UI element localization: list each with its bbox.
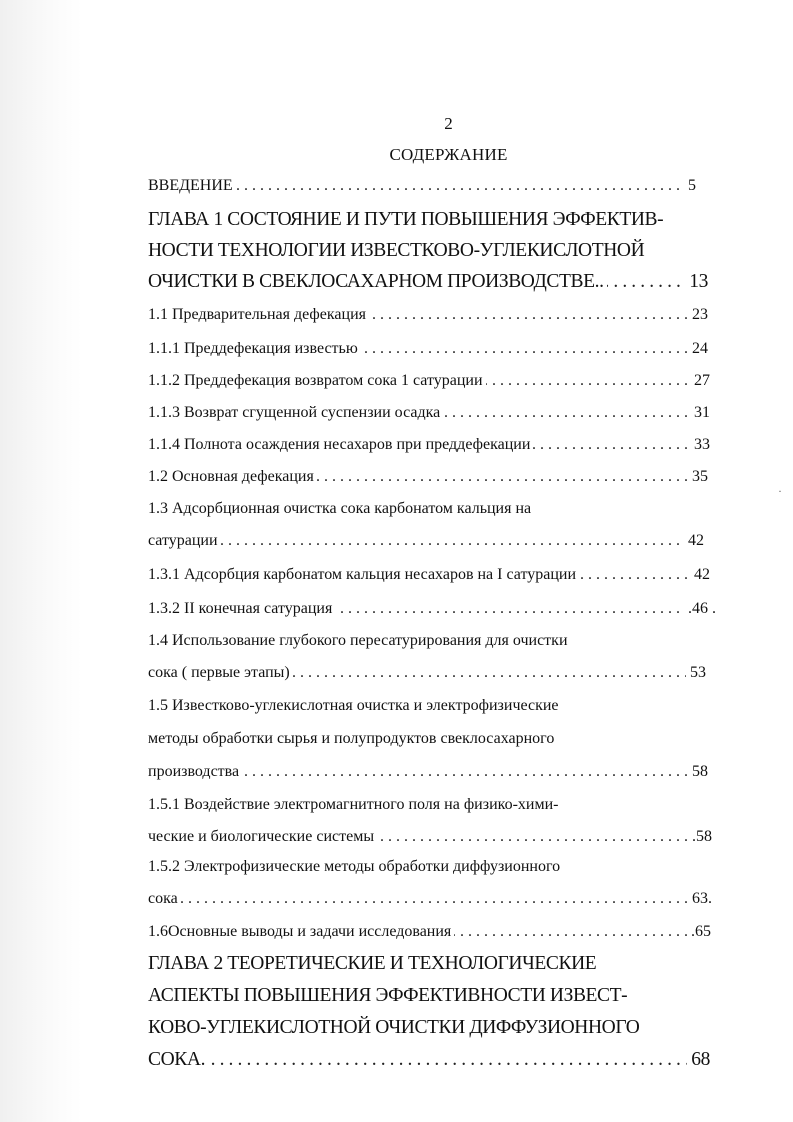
toc-entry-text: 1.6Основные выводы и задачи исследования	[148, 923, 454, 940]
toc-entry-text: 1.1.1 Преддефекация известью	[148, 340, 361, 357]
toc-entry-page: 24	[688, 337, 708, 361]
toc-entry-text: сока ( первые этапы)	[148, 664, 293, 681]
toc-entry	[148, 760, 708, 784]
toc-entry-page: 53	[686, 661, 706, 685]
toc-entry-text: 1.1 Предварительная дефекация	[148, 306, 369, 323]
toc-chapter-heading: КОВО-УГЛЕКИСЛОТНОЙ ОЧИСТКИ ДИФФУЗИОННОГО	[148, 1017, 640, 1038]
toc-entry-chapter-1	[148, 268, 708, 296]
toc-entry-text: 1.1.4 Полнота осаждения несахаров при преддефекации	[148, 436, 533, 453]
scan-shadow	[0, 0, 82, 1122]
toc-entry-text: 1.2 Основная дефекация	[148, 468, 317, 485]
toc-entry-text: СОКА.	[148, 1049, 208, 1070]
toc-entry-text: ОЧИСТКИ В СВЕКЛОСАХАРНОМ ПРОИЗВОДСТВЕ..	[148, 271, 607, 292]
toc-entry	[148, 465, 708, 489]
margin-dot: ·	[778, 484, 782, 498]
toc-entry-page: 31	[690, 401, 710, 425]
toc-chapter-heading: ГЛАВА 2 ТЕОРЕТИЧЕСКИЕ И ТЕХНОЛОГИЧЕСКИЕ	[148, 953, 597, 974]
toc-entry-continued: 1.5 Известково-углекислотная очистка и электрофизические	[148, 697, 559, 714]
toc-entry-text: 1.3.2 II конечная сатурация	[148, 600, 335, 617]
toc-entry-page: 13	[685, 268, 708, 296]
toc-entry-page: 33	[690, 433, 710, 457]
toc-entry-chapter-2	[148, 1046, 710, 1074]
toc-entry	[148, 369, 710, 393]
toc-chapter-heading: АСПЕКТЫ ПОВЫШЕНИЯ ЭФФЕКТИВНОСТИ ИЗВЕСТ-	[148, 985, 628, 1006]
toc-entry	[148, 597, 716, 621]
toc-entry	[148, 887, 712, 911]
toc-entry	[148, 337, 708, 361]
toc-entry-continued: методы обработки сырья и полупродуктов свеклосахарного	[148, 730, 555, 747]
toc-entry-page: 23	[688, 303, 708, 327]
toc-entry	[148, 401, 710, 425]
toc-entry	[148, 303, 708, 327]
toc-entry-page: 27	[690, 369, 710, 393]
toc-chapter-heading: НОСТИ ТЕХНОЛОГИИ ИЗВЕСТКОВО-УГЛЕКИСЛОТНОЙ	[148, 240, 645, 261]
toc-entry-continued: 1.3 Адсорбционная очистка сока карбонатом кальция на	[148, 500, 532, 517]
leader-dots	[148, 1046, 710, 1074]
toc-entry-text: производства	[148, 763, 242, 780]
toc-entry-page: .65	[687, 920, 711, 944]
toc-chapter-heading: ГЛАВА 1 СОСТОЯНИЕ И ПУТИ ПОВЫШЕНИЯ ЭФФЕКТИВ-	[148, 209, 664, 230]
leader-dots	[148, 529, 704, 553]
toc-entry-page: 63.	[688, 887, 712, 911]
toc-entry	[148, 529, 704, 553]
toc-entry-continued: 1.4 Использование глубокого пересатурирования для очистки	[148, 632, 568, 649]
toc-entry-text: 1.3.1 Адсорбция карбонатом кальция несахаров на I сатурации	[148, 566, 579, 583]
toc-entry	[148, 433, 710, 457]
toc-entry-text: сатурации	[148, 532, 221, 549]
toc-entry-text: ческие и биологические системы	[148, 828, 377, 845]
toc-entry	[148, 825, 712, 849]
page-number: 2	[444, 114, 453, 133]
toc-entry-text: 1.1.3 Возврат сгущенной суспензии осадка	[148, 404, 443, 421]
toc-entry	[148, 661, 706, 685]
toc-entry-continued: 1.5.1 Воздействие электромагнитного поля на физико-хими-	[148, 796, 559, 813]
toc-entry-page: 5	[684, 174, 696, 198]
toc-entry-page: 68	[687, 1046, 710, 1074]
leader-dots	[148, 887, 712, 911]
toc-entry-page: .46 .	[684, 597, 716, 621]
toc-entry-text: сока	[148, 890, 181, 907]
toc-entry-page: 58	[688, 760, 708, 784]
page-title: СОДЕРЖАНИЕ	[389, 145, 508, 164]
toc-entry-introduction	[148, 174, 696, 198]
toc-entry	[148, 563, 710, 587]
toc-entry-page: 42	[684, 529, 704, 553]
toc-entry-page: 42	[690, 563, 710, 587]
toc-entry-page: .58	[688, 825, 712, 849]
toc-entry-text: ВВЕДЕНИЕ	[148, 177, 236, 194]
toc-entry	[148, 920, 711, 944]
toc-entry-page: 35	[688, 465, 708, 489]
toc-entry-text: 1.1.2 Преддефекация возвратом сока 1 сатурации	[148, 372, 486, 389]
toc-entry-continued: 1.5.2 Электрофизические методы обработки диффузионного	[148, 858, 561, 875]
